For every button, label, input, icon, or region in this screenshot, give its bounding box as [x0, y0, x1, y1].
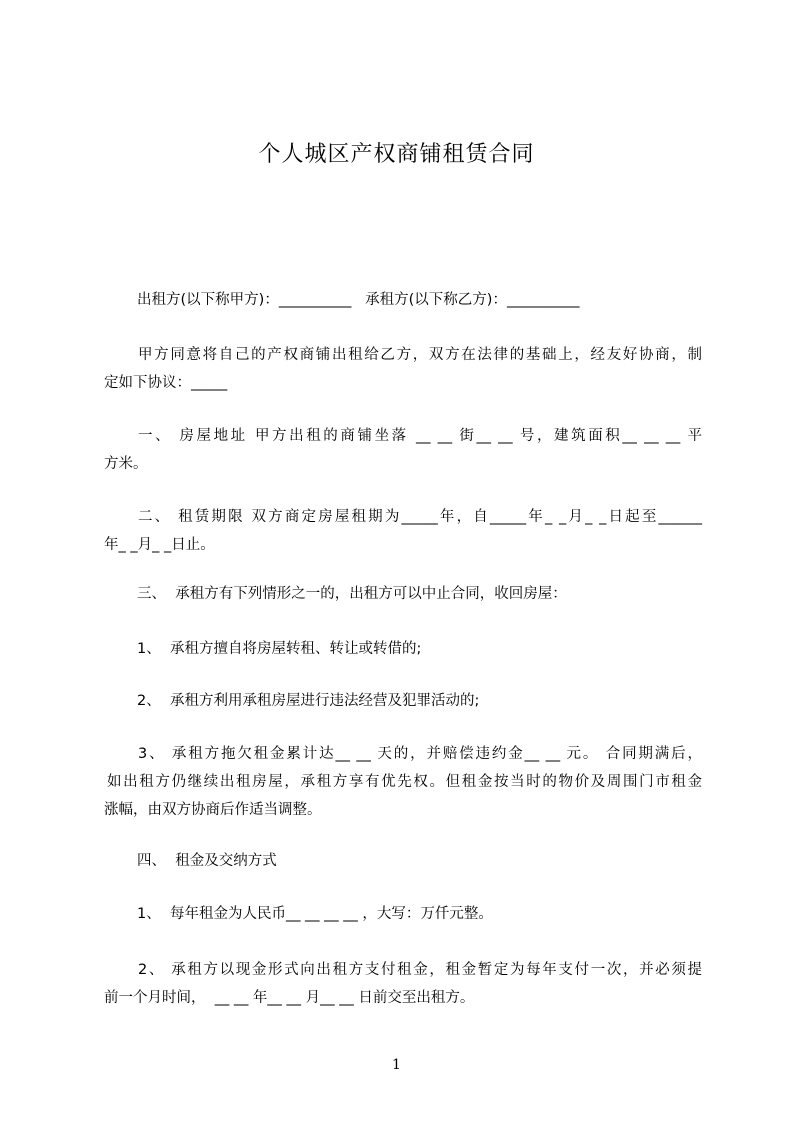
- clause-2-line-2: 年_ _月_ _日止。: [104, 537, 215, 553]
- clause-1-line-2: 方米。: [104, 456, 148, 472]
- clause-4-item-2-line-2: 前一个月时间， __ __ 年__ __ 月__ __ 日前交至出租方。: [104, 990, 475, 1006]
- intro-line-1: 甲方同意将自己的产权商铺出租给乙方，双方在法律的基础上，经友好协商，制: [138, 347, 702, 363]
- clause-1-line-1: 一、 房屋地址 甲方出租的商铺坐落 __ __ 街__ __ 号，建筑面积__ __ __ 平: [138, 428, 702, 444]
- clause-4-item-2-line-1: 2、 承租方以现金形式向出租方支付租金，租金暂定为每年支付一次，并必须提: [138, 962, 702, 978]
- clause-2-line-1: 二、 租赁期限 双方商定房屋租期为_____年，自_____年_ _月_ _日起至______: [138, 509, 702, 525]
- clause-3-item-3-line-2: 如出租方仍继续出租房屋，承租方享有优先权。但租金按当时的物价及周围门市租金: [107, 774, 702, 790]
- clause-3-item-3-line-3: 涨幅，由双方协商后作适当调整。: [104, 802, 322, 818]
- clause-4-item-1: 1、 每年租金为人民币__ __ __ __ ，大写：万仟元整。: [137, 906, 493, 922]
- clause-3-item-2: 2、 承租方利用承租房屋进行违法经营及犯罪活动的;: [137, 693, 480, 709]
- parties-line: 出租方(以下称甲方)：__________ 承租方(以下称乙方)：__________: [137, 292, 580, 308]
- clause-3-item-1: 1、 承租方擅自将房屋转租、转让或转借的;: [137, 641, 422, 657]
- intro-line-2: 定如下协议：_____: [104, 375, 228, 391]
- page-number: 1: [392, 1057, 401, 1073]
- clause-3-heading: 三、 承租方有下列情形之一的，出租方可以中止合同，收回房屋：: [137, 586, 567, 602]
- clause-4-heading: 四、 租金及交纳方式: [137, 853, 277, 869]
- clause-3-item-3-line-1: 3、 承租方拖欠租金累计达__ __ 天的，并赔偿违约金__ __ 元。 合同期满后，: [138, 746, 702, 762]
- document-title: 个人城区产权商铺租赁合同: [258, 142, 535, 167]
